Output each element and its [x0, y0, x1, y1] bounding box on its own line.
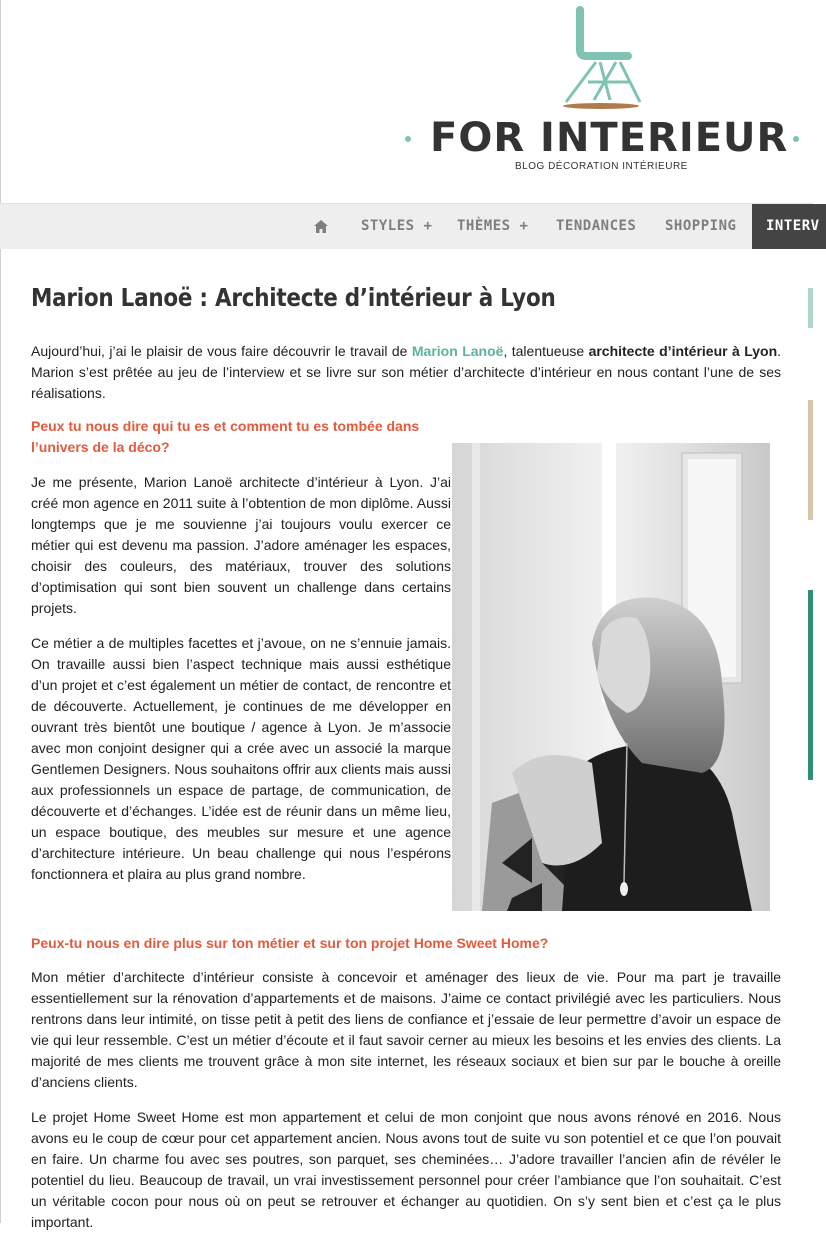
nav-themes[interactable]: THÈMES +: [457, 218, 529, 234]
main-nav: [0, 203, 820, 249]
intro-bold: architecte d’intérieur à Lyon: [588, 343, 778, 359]
designer-name-link[interactable]: Marion Lanoë: [411, 343, 504, 359]
nav-shopping[interactable]: SHOPPING: [665, 218, 737, 234]
portrait-photo: [452, 443, 770, 911]
intro-text: . Marion s’est prêtée au jeu de l’interview et se livre sur son métier d’architecte d’intérieur en nous contant l’une de ses réalisations.: [31, 343, 782, 401]
intro-text: , talentueuse: [503, 343, 589, 359]
question-1: Peux tu nous dire qui tu es et comment tu es tombée dans l’univers de la déco?: [31, 418, 420, 455]
chair-logo-icon[interactable]: [0, 0, 813, 200]
nav-tendances[interactable]: TENDANCES: [556, 218, 637, 234]
nav-styles[interactable]: STYLES +: [361, 218, 433, 234]
nav-interviews[interactable]: INTERV: [752, 204, 826, 249]
intro-text: Aujourd’hui, j’ai le plaisir de vous faire découvrir le travail de: [31, 343, 412, 359]
sidebar-fragment: [808, 288, 813, 328]
site-tagline: BLOG DÉCORATION INTÉRIEURE: [515, 161, 688, 172]
logo-dot-right: [793, 136, 799, 142]
answer-2-paragraph-1: Mon métier d’architecte d’intérieur consiste à concevoir et aménager des lieux de vie. Pour ma part je travaille essentiellement sur la rénovation d’appartements et de maisons. J’aime ce contact privilégié avec les particuliers. Nous rentrons dans leur intimité, on tisse petit à petit des liens de confiance et j’essaie de leur permettre d’avoir un espace de vie qui leur ressemble. C’est un métier d’écoute et il faut savoir cerner au mieux les besoins et les envies des clients. La majorité de mes clients me trouvent grâce à mon site internet, les réseaux sociaux et bien sur par le bouche à oreille d’anciens clients.: [31, 969, 781, 1090]
home-icon[interactable]: [314, 220, 328, 233]
answer-2-paragraph-2: Le projet Home Sweet Home est mon appartement et celui de mon conjoint que nous avons rénové en 2016. Nous avons eu le coup de cœur pour cet appartement ancien. Nous avons tout de suite vu son potentiel et ce que l’on pouvait en faire. Un charme fou avec ses poutres, son parquet, ses cheminées… J’adore travailler l’ancien afin de révéler le potentiel du lieu. Beaucoup de travail, un vrai investissement personnel pour créer l’ambiance que l’on souhaitait. C’est un véritable cocon pour nous où on peut se retrouver et échanger au quotidien. On s’y sent bien et c’est ça le plus important.: [31, 1109, 781, 1230]
article-intro: [31, 341, 781, 404]
site-name[interactable]: FOR INTERIEUR: [430, 115, 789, 161]
sidebar-fragment: [808, 590, 813, 780]
logo-dot-left: [405, 136, 411, 142]
answer-1-paragraph-1: Je me présente, Marion Lanoë architecte d’intérieur à Lyon. J’ai créé mon agence en 2011 suite à l’obtention de mon diplôme. Aussi longtemps que je me souvienne j’ai toujours voulu exercer ce métier qui est devenu ma passion. J’adore aménager les espaces, choisir des couleurs, des matériaux, trouver des solutions d’optimisation qui sont bien souvent un challenge dans certains projets.: [31, 474, 451, 616]
question-2: Peux-tu nous en dire plus sur ton métier et sur ton projet Home Sweet Home?: [31, 935, 549, 951]
answer-1-paragraph-2: Ce métier a de multiples facettes et j’avoue, on ne s’ennuie jamais. On travaille aussi bien l’aspect technique mais aussi esthétique d’un projet et c’est également un métier de contact, de rencontre et de découverte. Actuellement, je continues de me développer en ouvrant très bientôt une boutique / agence à Lyon. Je m’associe avec mon conjoint designer qui a crée avec un associé la marque Gentlemen Designers. Nous souhaitons offrir aux clients mais aussi aux professionnels un espace de partage, de communication, de découverte et d’échanges. L’idée est de réunir dans un même lieu, un espace boutique, des meubles sur mesure et une agence d’architecture intérieure. Un beau challenge qui nous l’espérons fonctionnera et plaira au plus grand nombre.: [31, 635, 451, 882]
sidebar-fragment: [808, 400, 813, 520]
article-title: Marion Lanoë : Architecte d’intérieur à Lyon: [31, 283, 556, 312]
